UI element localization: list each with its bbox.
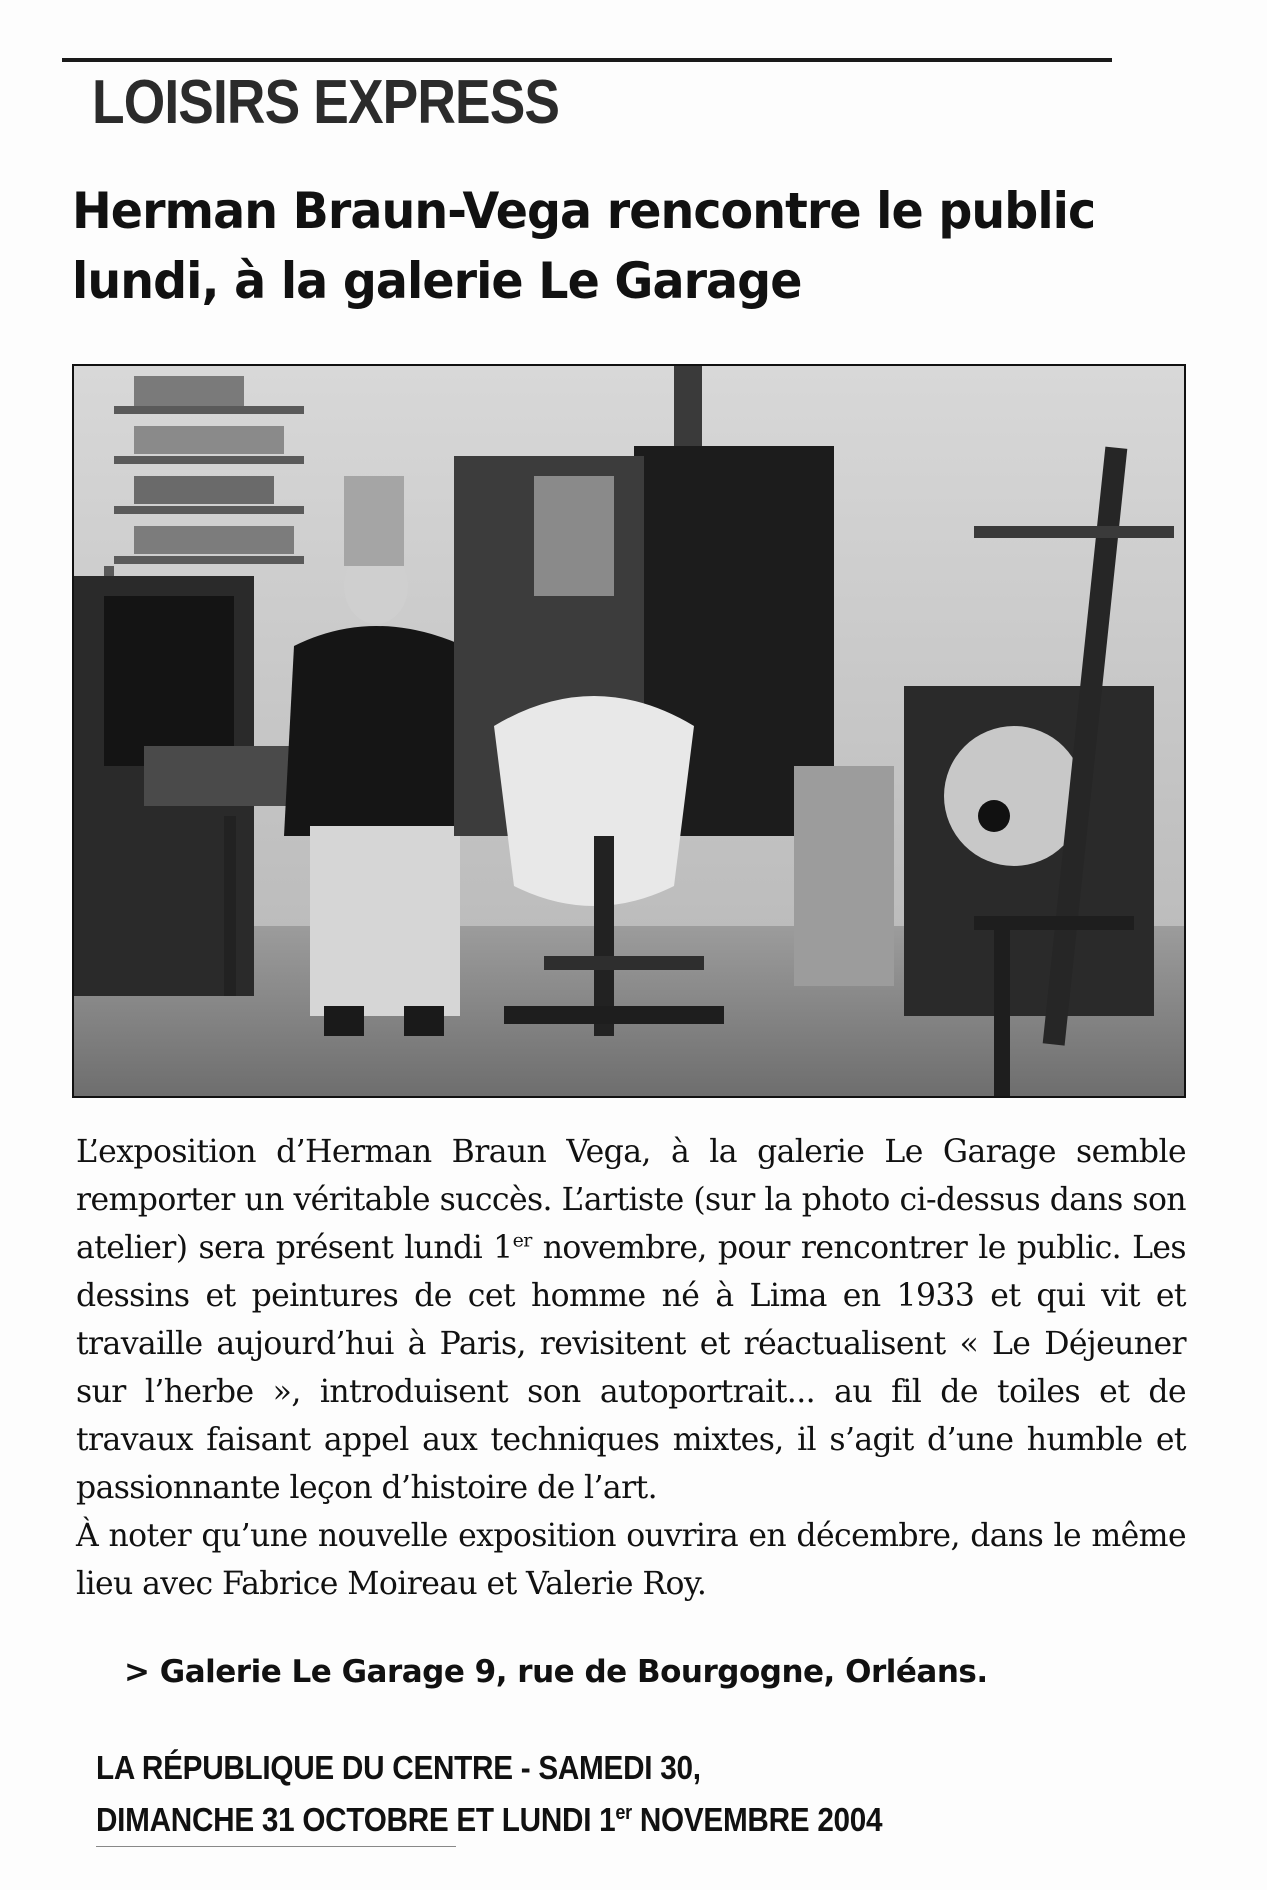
- article-photo: [72, 364, 1186, 1098]
- article-paragraph-1a: L’exposition d’Herman Braun Vega, à la galerie Le Garage semble remporter un véritable succès. L’artiste (sur la photo ci-dessus dans son atelier) sera présent lundi 1: [76, 1134, 1186, 1266]
- top-rule: [62, 58, 1112, 62]
- source-line-2b: NOVEMBRE 2004: [631, 1801, 883, 1838]
- article-paragraph-1b: novembre, pour rencontrer le public. Les dessins et peintures de cet homme né à Lima en 1933 et qui vit et travaille aujourd’hui à Paris, revisitent et réactualisent « Le Déjeuner sur l’herbe », introduisent son autoportrait... au fil de toiles et de travaux faisant appel aux techniques mixtes, il s’agit d’une humble et passionnante leçon d’histoire de l’art.: [76, 1230, 1186, 1506]
- headline: [72, 176, 1098, 316]
- gallery-address: > Galerie Le Garage 9, rue de Bourgogne, Orléans.: [124, 1654, 988, 1690]
- article-body: [76, 1128, 1186, 1608]
- headline-line-1: Herman Braun-Vega rencontre le public: [72, 182, 1096, 240]
- source-line-2a: DIMANCHE 31 OCTOBRE ET LUNDI 1: [96, 1801, 616, 1838]
- source-line-1: LA RÉPUBLIQUE DU CENTRE - SAMEDI 30,: [96, 1749, 701, 1786]
- section-label: LOISIRS EXPRESS: [92, 68, 560, 137]
- source-line-2: [96, 1794, 882, 1846]
- source-credit: [96, 1742, 882, 1846]
- studio-photo-illustration: [74, 366, 1184, 1096]
- article-paragraph-2: À noter qu’une nouvelle exposition ouvrira en décembre, dans le même lieu avec Fabrice Moireau et Valerie Roy.: [76, 1518, 1186, 1602]
- bottom-rule: [96, 1846, 456, 1847]
- ordinal-suffix: er: [512, 1229, 532, 1252]
- headline-line-2: lundi, à la galerie Le Garage: [72, 252, 802, 310]
- source-ordinal-suffix: er: [615, 1802, 632, 1824]
